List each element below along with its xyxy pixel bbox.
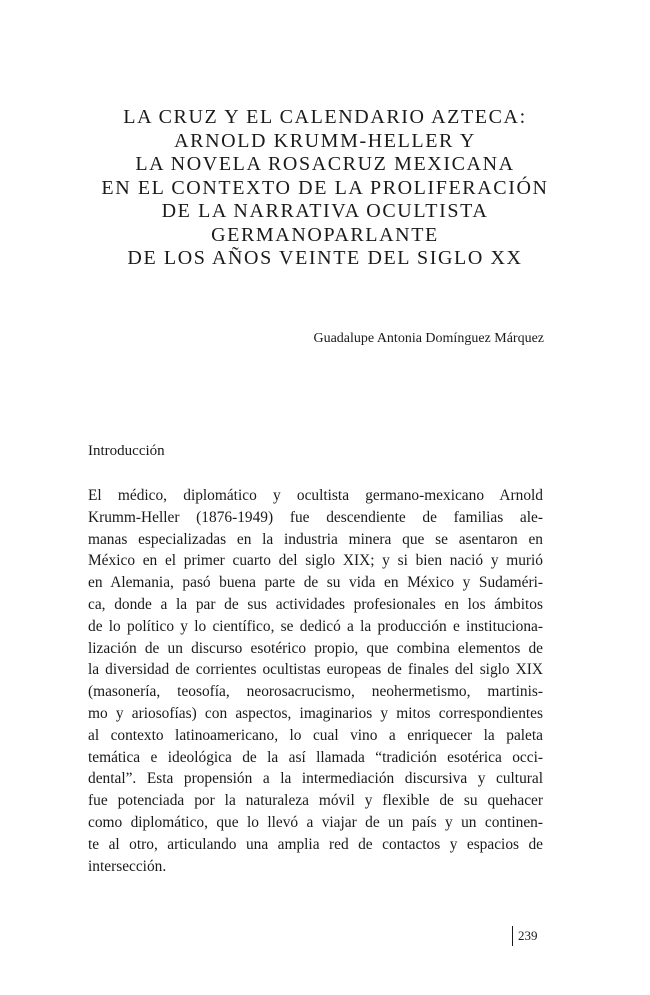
body-line: El médico, diplomático y ocultista germano-mexicano Arnold xyxy=(88,487,543,504)
body-line: en Alemania, pasó buena parte de su vida en México y Sudaméri- xyxy=(88,574,543,592)
folio-rule xyxy=(512,926,513,946)
section-heading: Introducción xyxy=(88,443,165,459)
body-line: mo y ariosofías) con aspectos, imaginarios y mitos correspondientes xyxy=(88,704,543,722)
body-line: Krumm-Heller (1876-1949) fue descendiente de familias ale- xyxy=(88,508,543,526)
page-folio xyxy=(512,926,538,946)
body-paragraph xyxy=(88,485,543,877)
title-line: DE LA NARRATIVA OCULTISTA xyxy=(161,200,489,222)
author-name: Guadalupe Antonia Domínguez Márquez xyxy=(313,331,544,346)
title-line: DE LOS AÑOS VEINTE DEL SIGLO XX xyxy=(127,247,523,269)
chapter-title xyxy=(0,106,650,271)
body-line: al contexto latinoamericano, lo cual vino a enriquecer la paleta xyxy=(88,726,543,744)
body-line: fue potenciada por la naturaleza móvil y flexible de su quehacer xyxy=(88,792,543,810)
body-line: te al otro, articulando una amplia red de contactos y espacios de xyxy=(88,835,543,853)
body-line: manas especializadas en la industria minera que se asentaron en xyxy=(88,530,543,548)
title-line: LA CRUZ Y EL CALENDARIO AZTECA: xyxy=(123,106,527,128)
body-line: dental”. Esta propensión a la intermediación discursiva y cultural xyxy=(88,770,543,788)
title-line: ARNOLD KRUMM-HELLER Y xyxy=(174,129,476,152)
body-line: (masonería, teosofía, neorosacrucismo, neohermetismo, martinis- xyxy=(88,683,543,701)
title-line: EN EL CONTEXTO DE LA PROLIFERACIÓN xyxy=(101,176,549,199)
page-number: 239 xyxy=(518,928,538,943)
body-line: temática e ideológica de la así llamada “tradición esotérica occi- xyxy=(88,748,543,766)
title-line: LA NOVELA ROSACRUZ MEXICANA xyxy=(135,153,515,175)
body-line: México en el primer cuarto del siglo XIX; y si bien nació y murió xyxy=(88,552,543,570)
body-line: intersección. xyxy=(88,857,167,875)
body-line: ca, donde a la par de sus actividades profesionales en los ámbitos xyxy=(88,595,543,613)
body-line: de lo político y lo científico, se dedicó a la producción e instituciona- xyxy=(88,617,543,635)
title-line: GERMANOPARLANTE xyxy=(211,223,439,246)
body-line: como diplomático, que lo llevó a viajar de un país y un continen- xyxy=(88,813,543,831)
body-line: la diversidad de corrientes ocultistas europeas de finales del siglo XIX xyxy=(88,661,543,679)
body-line: lización de un discurso esotérico propio, que combina elementos de xyxy=(88,639,543,657)
